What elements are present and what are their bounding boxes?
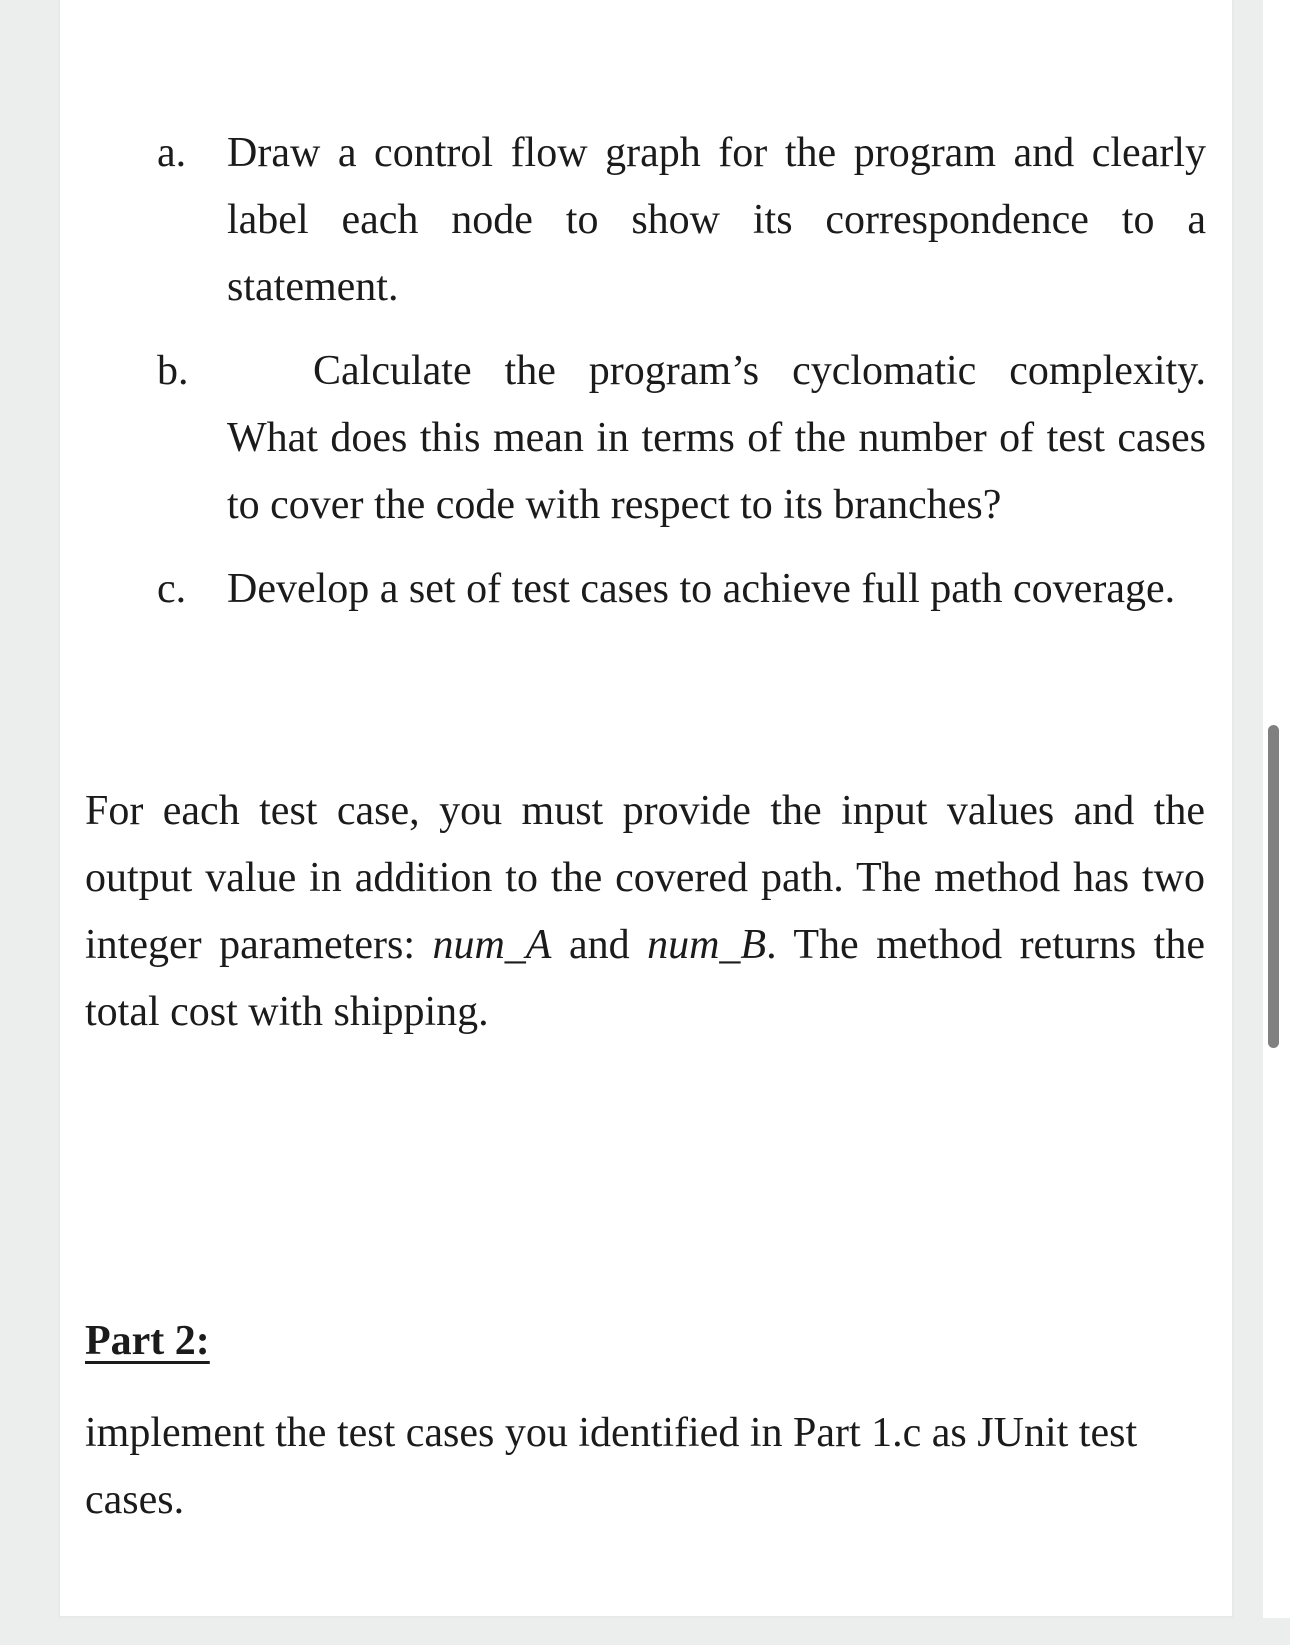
parameter-name-num-b: num_B: [647, 922, 767, 968]
part-2-paragraph: implement the test cases you identified in Part 1.c as JUnit test cases.: [85, 1410, 1138, 1523]
list-item: [60, 120, 1206, 321]
document-card: [58, 0, 1234, 1618]
part-2-heading: [85, 1310, 1205, 1372]
task-list: [60, 120, 1206, 623]
list-item-marker-a: a.: [157, 130, 187, 176]
list-item-marker-c: c.: [157, 566, 187, 612]
vertical-scrollbar-track[interactable]: [1263, 0, 1290, 1645]
parameter-name-num-a: num_A: [432, 922, 552, 968]
intro-paragraph-lead: For each test case, you must provide the input values and the output value in addition to the covered path. The method has two integer parameters:: [85, 788, 1205, 968]
intro-paragraph: [85, 778, 1205, 1046]
list-item-text-c: Develop a set of test cases to achieve full path coverage.: [227, 566, 1176, 612]
list-item: [60, 556, 1206, 623]
part-2-heading-text: Part 2:: [85, 1318, 210, 1364]
task-list-container: [60, 120, 1206, 623]
intro-paragraph-tail: . The method returns the total cost with shipping.: [85, 922, 1205, 1035]
page-bottom-gutter: [0, 1618, 1290, 1645]
list-item-text-b: Calculate the program’s cyclomatic complexity. What does this mean in terms of the number of test cases to cover the code with respect to its branches?: [227, 348, 1206, 528]
vertical-scrollbar-thumb[interactable]: [1268, 725, 1279, 1048]
list-item: [60, 338, 1206, 539]
list-item-text-a: Draw a control flow graph for the program and clearly label each node to show its correspondence to a statement.: [227, 130, 1206, 310]
intro-paragraph-conjunction: and: [551, 922, 648, 968]
list-item-marker-b: b.: [157, 348, 189, 394]
